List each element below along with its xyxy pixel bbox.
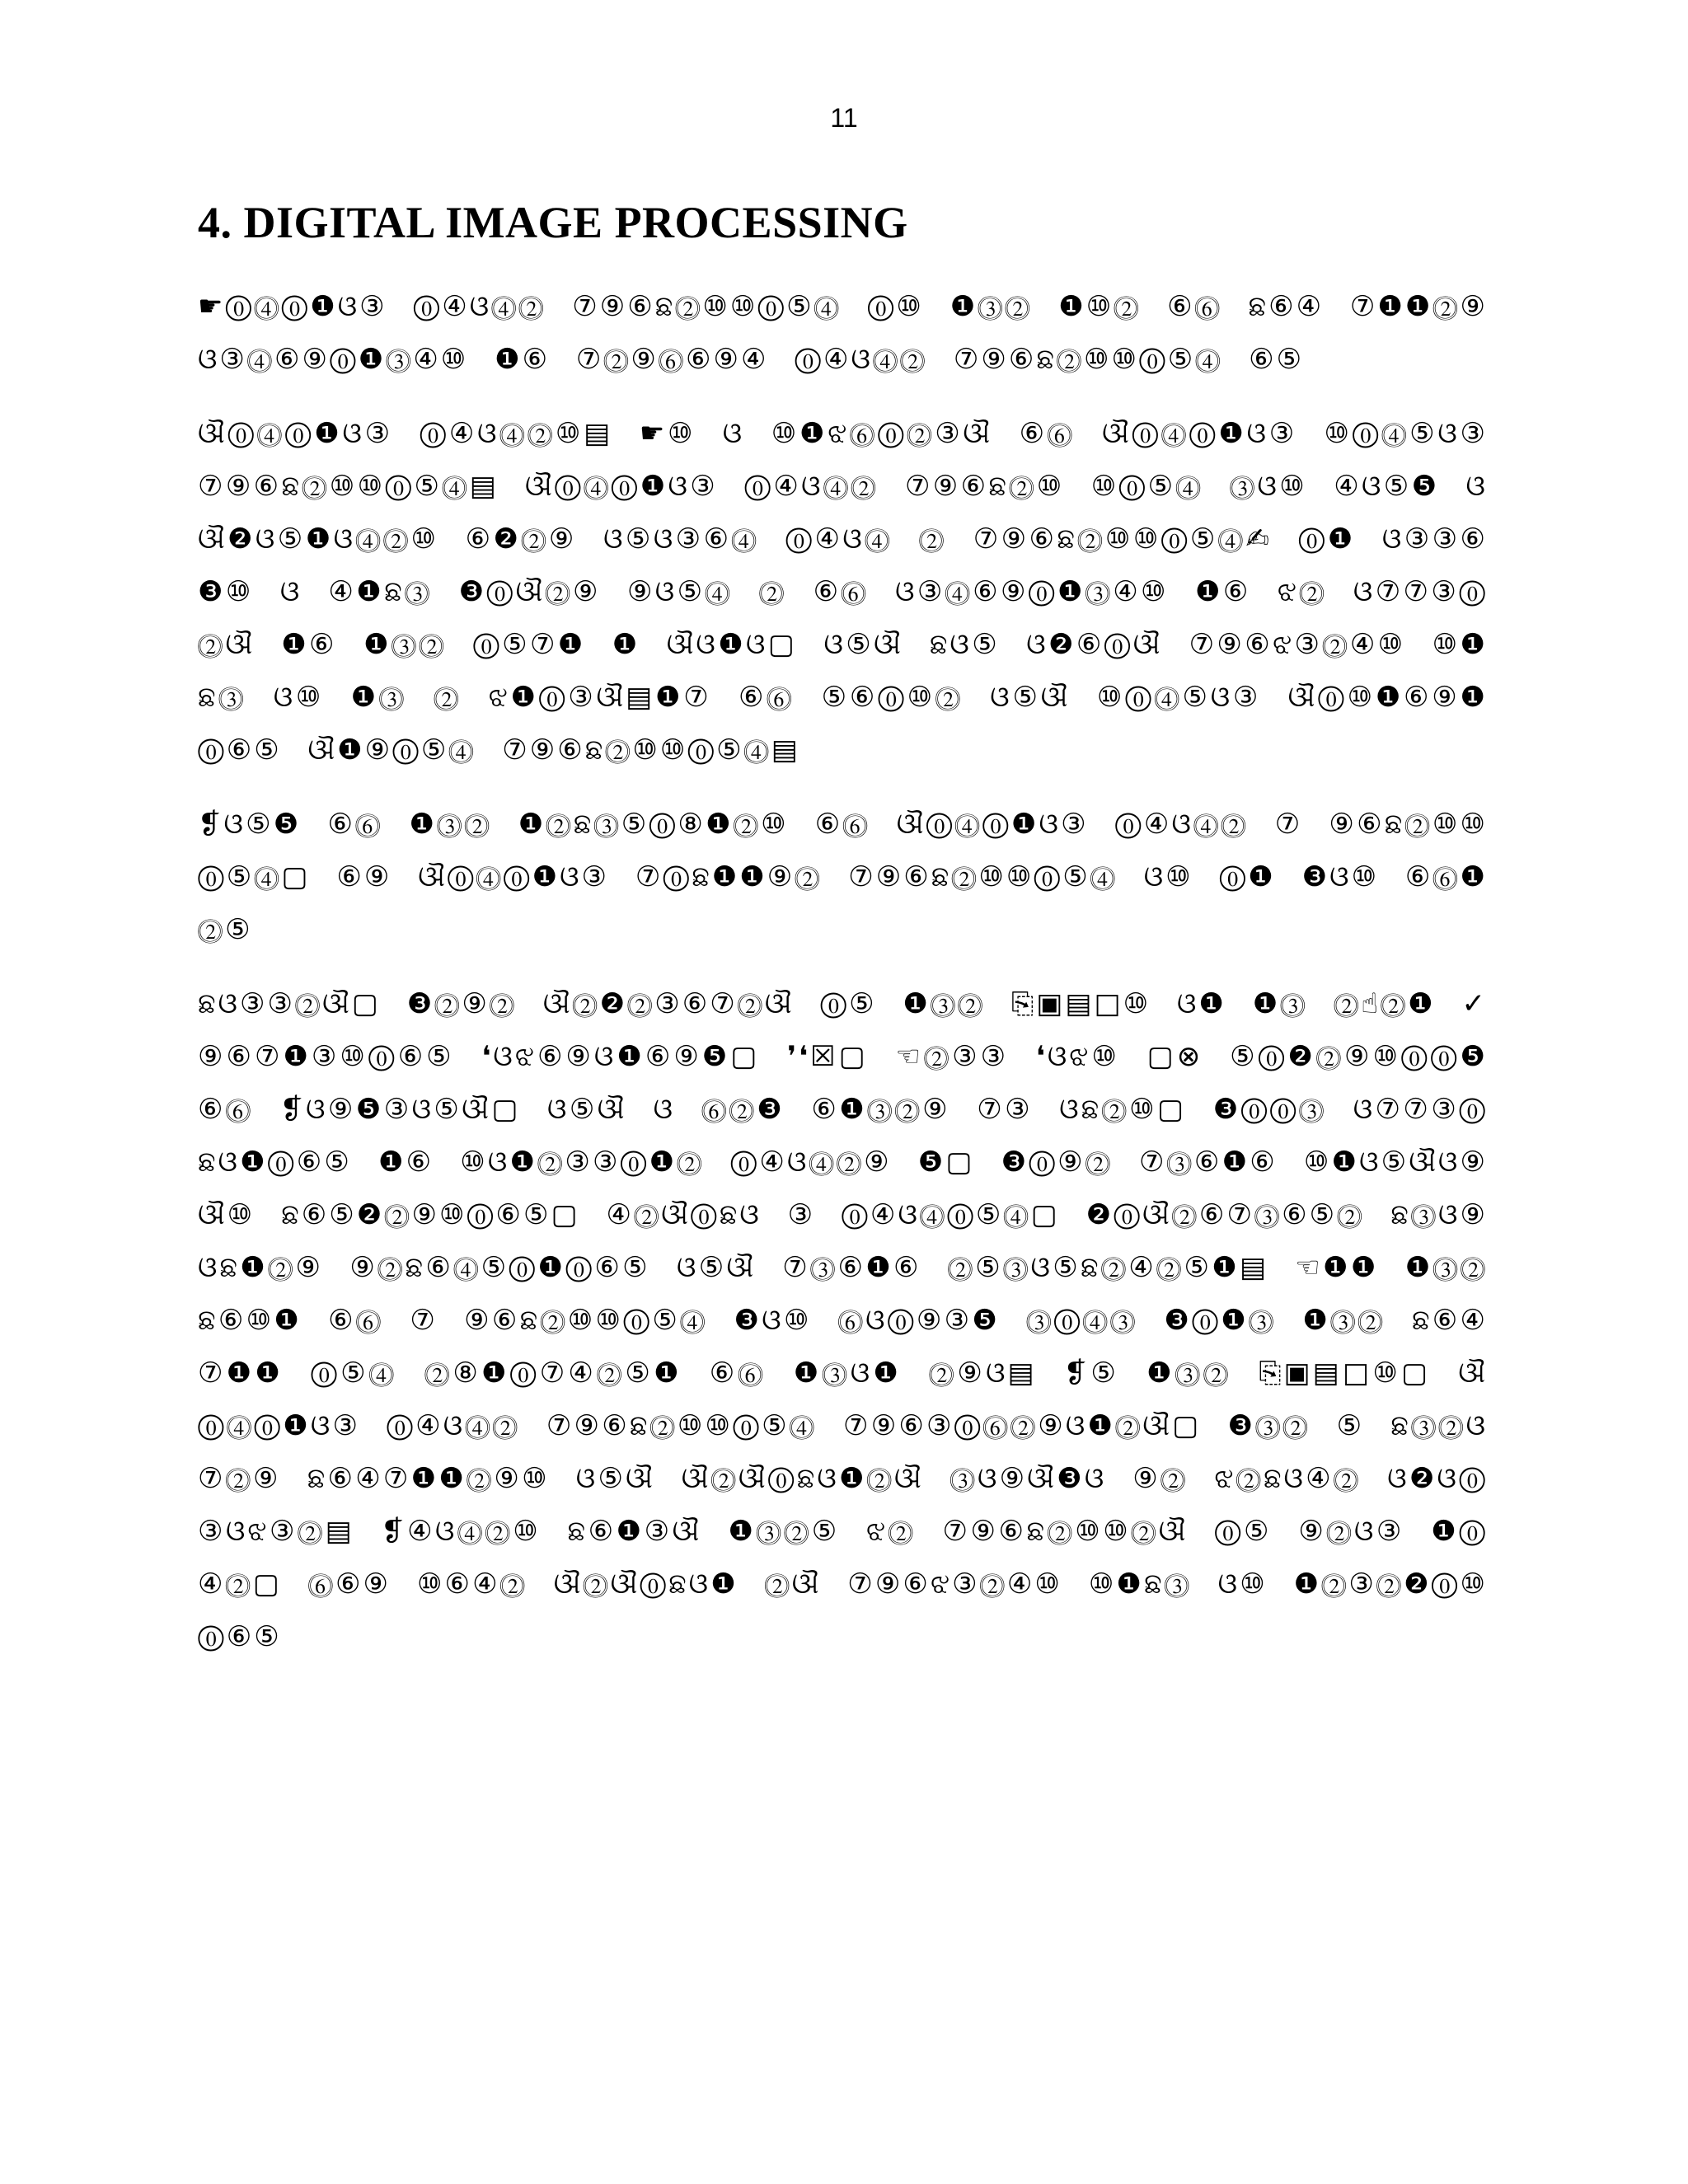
body-text bbox=[198, 280, 1488, 1685]
paragraph-4: ଛଓ③③⓶ଔ▢ ❸⓶⑨⓶ ଔ⓶❷⓶③⑥⑦⓶ଔ ⓪⑤ ❶⓷⓶ ⎘▣▤□⑩ ଓ❶ ❶⓷ ⓶☝⓶❶ ✓⑨⑥⑦❶③⑩⓪⑥⑤ ❛ଓଝ⑥⑨ଓ❶⑥⑨❺▢ ❜❛☒▢ ☜⓶③③ ❛ଓଝ⑩ ▢⊗ ⑤⓪❷⓶⑨⑩⓪⓪❺ ⑥⓺ ❡ଓ⑨❺③ଓ⑤ଔ▢ ଓ⑤ଔ ଓ ⓺⓶❸ ⑥❶⓷⓶⑨ ⑦③ ଓଛ⓶⑩▢ ❸⓪⓪⓷ ଓ⑦⑦③⓪ଛଓ❶⓪⑥⑤ ❶⑥ ⑩ଓ❶⓶③③⓪❶⓶ ⓪④ଓ⓸⓶⑨ ❺▢ ❸⓪⑨⓶ ⑦⓷⑥❶⑥ ⑩❶ଓ⑤ଔଓ⑨ଔ⑩ ଛ⑥⑤❷⓶⑨⑩⓪⑥⑤▢ ④⓶ଔ⓪ଛଓ ③ ⓪④ଓ⓸⓪⑤⓸▢ ❷⓪ଔ⓶⑥⑦⓷⑥⑤⓶ ଛ⓷ଓ⑨ଓଛ❶⓶⑨ ⑨⓶ଛ⑥⓸⑤⓪❶⓪⑥⑤ ଓ⑤ଔ ⑦⓷⑥❶⑥ ⓶⑤⓷ଓ⑤ଛ⓶④⓶⑤❶▤ ☜❶❶ ❶⓷⓶ ଛ⑥⑩❶ ⑥⓺ ⑦ ⑨⑥ଛ⓶⑩⑩⓪⑤⓸ ❸ଓ⑩ ⓺ଓ⓪⑨③❺ ⓷⓪⓸⓷ ❸⓪❶⓷ ❶⓷⓶ ଛ⑥④⑦❶❶ ⓪⑤⓸ ⓶⑧❶⓪⑦④⓶⑤❶ ⑥⓺ ❶⓷ଓ❶ ⓶⑨ଓ▤ ❡⑤ ❶⓷⓶ ⎘▣▤□⑩▢ ଔ ⓪⓸⓪❶ଓ③ ⓪④ଓ⓸⓶ ⑦⑨⑥ଛ⓶⑩⑩⓪⑤⓸ ⑦⑨⑥③⓪⓺⓶⑨ଓ❶⓶ଔ▢ ❸⓷⓶ ⑤ ଛ⓷⓶ଓ⑦⓶⑨ ଛ⑥④⑦❶❶⓶⑨⑩ ଓ⑤ଔ ଔ⓶ଔ⓪ଛଓ❶⓶ଔ ⓷ଓ⑨ଔ❸ଓ ⑨⓶ ଝ⓶ଛଓ④⓶ ଓ❷ଓ⓪③ଓଝ③⓶▤ ❡④ଓ⓸⓶⑩ ଛ⑥❶③ଔ ❶⓷⓶⑤ ଝ⓶ ⑦⑨⑥ଛ⓶⑩⑩⓶ଔ ⓪⑤ ⑨⓶ଓ③ ❶⓪④⓶▢ ⓺⑥⑨ ⑩⑥④⓶ ଔ⓶ଔ⓪ଛଓ❶ ⓶ଔ ⑦⑨⑥ଝ③⓶④⑩ ⑩❶ଛ⓷ ଓ⑩ ❶⓶③⓶❷⓪⑩⓪⑥⑤ bbox=[198, 987, 1488, 1653]
paragraph-1: ☛⓪⓸⓪❶ଓ③ ⓪④ଓ⓸⓶ ⑦⑨⑥ଛ⓶⑩⑩⓪⑤⓸ ⓪⑩ ❶⓷⓶ ❶⑩⓶ ⑥⓺ ଛ⑥④ ⑦❶❶⓶⑨ ଓ③⓸⑥⑨⓪❶⓷④⑩ ❶⑥ ⑦⓶⑨⓺⑥⑨④ ⓪④ଓ⓸⓶ ⑦⑨⑥ଛ⓶⑩⑩⓪⑤⓸ ⑥⑤ bbox=[198, 290, 1488, 376]
page-number: 11 bbox=[830, 103, 858, 133]
paragraph-3: ❡ଓ⑤❺ ⑥⓺ ❶⓷⓶ ❶⓶ଛ⓷⑤⓪⑧❶⓶⑩ ⑥⓺ ଔ⓪⓸⓪❶ଓ③ ⓪④ଓ⓸⓶ ⑦ ⑨⑥ଛ⓶⑩⑩⓪⑤⓸▢ ⑥⑨ ଔ⓪⓸⓪❶ଓ③ ⑦⓪ଛ❶❶⑨⓶ ⑦⑨⑥ଛ⓶⑩⑩⓪⑤⓸ ଓ⑩ ⓪❶ ❸ଓ⑩ ⑥⓺❶⓶⑤ bbox=[198, 808, 1488, 946]
paragraph-2: ଔ⓪⓸⓪❶ଓ③ ⓪④ଓ⓸⓶⑩▤ ☛⑩ ଓ ⑩❶ଝ⓺⓪⓶③ଔ ⑥⓺ ଔ⓪⓸⓪❶ଓ③ ⑩⓪⓸⑤ଓ③ ⑦⑨⑥ଛ⓶⑩⑩⓪⑤⓸▤ ଔ⓪⓸⓪❶ଓ③ ⓪④ଓ⓸⓶ ⑦⑨⑥ଛ⓶⑩ ⑩⓪⑤⓸ ⓷ଓ⑩ ④ଓ⑤❺ ଓଔ❷ଓ⑤❶ଓ⓸⓶⑩ ⑥❷⓶⑨ ଓ⑤ଓ③⑥⓸ ⓪④ଓ⓸ ⓶ ⑦⑨⑥ଛ⓶⑩⑩⓪⑤⓸✍ ⓪❶ ଓ③③⑥❸⑩ ଓ ④❶ଛ⓷ ❸⓪ଔ⓶⑨ ⑨ଓ⑤⓸ ⓶ ⑥⓺ ଓ③⓸⑥⑨⓪❶⓷④⑩ ❶⑥ ଝ⓶ ଓ⑦⑦③⓪⓶ଔ ❶⑥ ❶⓷⓶ ⓪⑤⑦❶ ❶ ଔଓ❶ଓ▢ ଓ⑤ଔ ଛଓ⑤ ଓ❷⑥⓪ଔ ⑦⑨⑥ଝ③⓶④⑩ ⑩❶ଛ⓷ ଓ⑩ ❶⓷ ⓶ ଝ❶⓪③ଔ▤❶⑦ ⑥⓺ ⑤⑥⓪⑩⓶ ଓ⑤ଔ ⑩⓪⓸⑤ଓ③ ଔ⓪⑩❶⑥⑨❶⓪⑥⑤ ଔ❶⑨⓪⑤⓸ ⑦⑨⑥ଛ⓶⑩⑩⓪⑤⓸▤ bbox=[198, 417, 1488, 766]
section-heading: 4. DIGITAL IMAGE PROCESSING bbox=[198, 198, 908, 247]
